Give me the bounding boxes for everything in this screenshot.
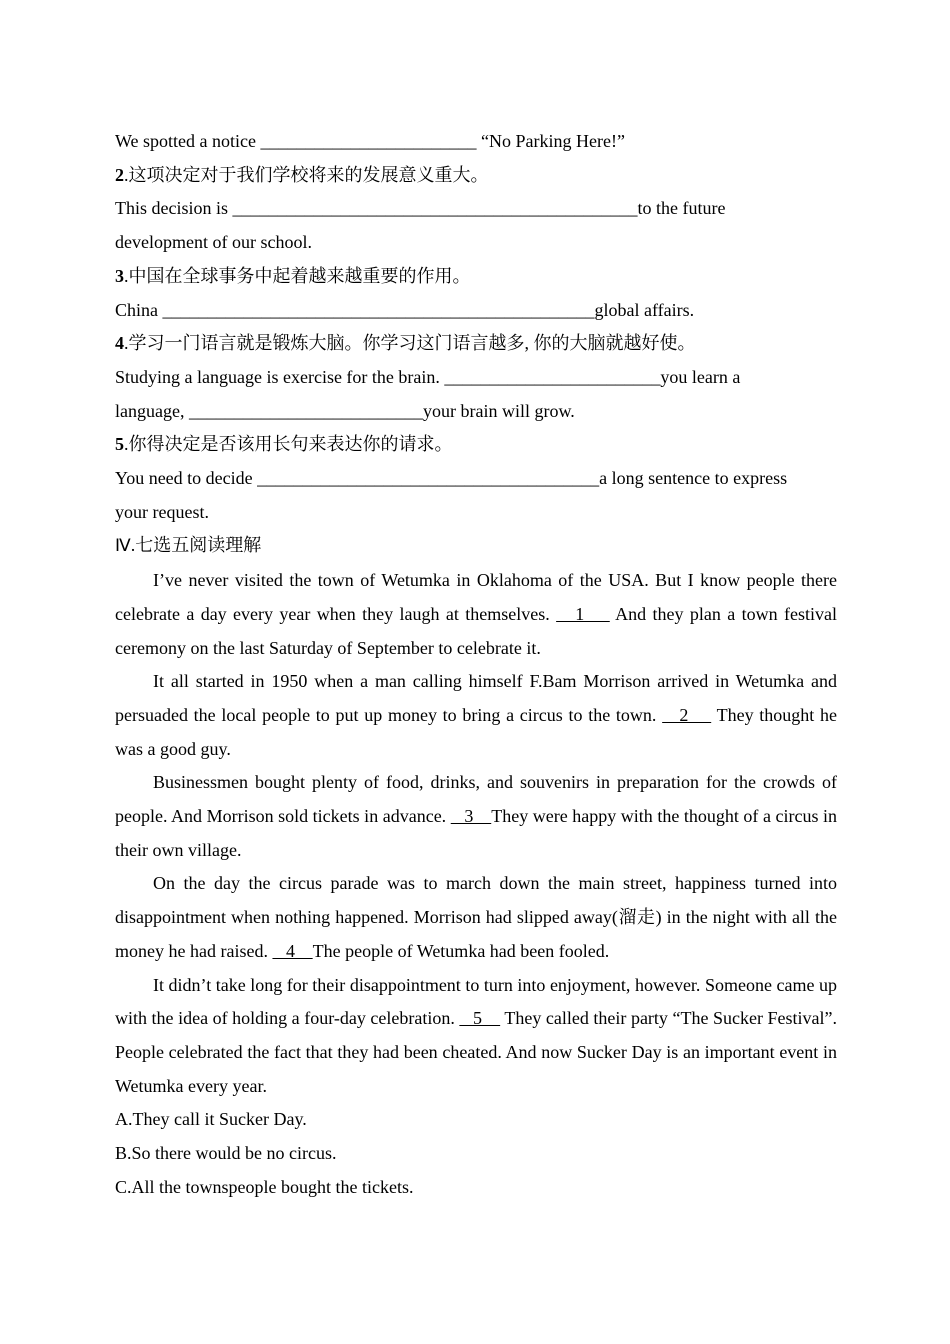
paragraph-1-text-a: I’ve never visited the town of Wetumka in Oklahoma of the USA. But I know people there celebrate a day every year when they laugh at themselves. (115, 570, 837, 624)
q2-number: 2 (115, 164, 124, 185)
q2-english-line-1: This decision is _____________________________________________to the future (115, 198, 726, 219)
blank-2: 2 (662, 704, 712, 725)
q2-chinese-text: .这项决定对于我们学校将来的发展意义重大。 (124, 164, 489, 185)
paragraph-3-text-a: Businessmen bought plenty of food, drinks, and souvenirs in preparation for the crowds of people. And Morrison sold tickets in advance. (115, 772, 837, 827)
q1-english-prefix: We spotted a notice ________________________ (115, 131, 482, 151)
paragraph-4-text-a: On the day the circus parade was to march down the main street, happiness turned into disappointment when nothing happened. Morrison had slipped away(溜走) in the night with all the money he had raised. (115, 873, 837, 961)
blank-1: 1 (556, 603, 610, 624)
paragraph-4-text-b: The people of Wetumka had been fooled. (312, 940, 610, 961)
blank-5: 5 (459, 1008, 501, 1029)
option-a: A.They call it Sucker Day. (115, 1109, 307, 1130)
q4-chinese-line (115, 327, 837, 361)
paragraph-2-text-b: They thought he was a good guy. (115, 704, 837, 759)
q1-english-suffix: “No Parking Here!” (481, 131, 625, 151)
paragraph-1-text-b: And they plan a town festival ceremony on the last Saturday of September to celebrate it. (115, 603, 837, 658)
q4-english-line-2: language, __________________________your brain will grow. (115, 400, 575, 421)
section-heading (115, 529, 837, 564)
paragraph-5-text-b: They called their party “The Sucker Festival”. People celebrated the fact that they had been cheated. And now Sucker Day is an important event in Wetumka every year. (115, 1008, 837, 1096)
blank-4: 4 (272, 940, 313, 961)
q4-number: 4 (115, 333, 124, 354)
document-page (115, 125, 837, 1205)
paragraph-5-text-a: It didn’t take long for their disappointment to turn into enjoyment, however. Someone came up with the idea of holding a four-day celebration. (115, 974, 837, 1029)
passage-paragraph-4 (115, 867, 837, 968)
q3-number: 3 (115, 265, 124, 286)
paragraph-2-text-a: It all started in 1950 when a man calling himself F.Bam Morrison arrived in Wetumka and persuaded the local people to put up money to bring a circus to the town. (115, 671, 837, 725)
passage-paragraph-5 (115, 969, 837, 1104)
passage-paragraph-3 (115, 766, 837, 867)
passage-paragraph-1 (115, 564, 837, 665)
option-c: C.All the townspeople bought the tickets. (115, 1176, 414, 1197)
paragraph-3-text-b: They were happy with the thought of a circus in their own village. (115, 806, 837, 860)
section-title: .七选五阅读理解 (130, 535, 262, 556)
q3-chinese-line (115, 260, 837, 294)
q5-chinese-text: .你得决定是否该用长句来表达你的请求。 (124, 434, 453, 455)
q3-chinese-text: .中国在全球事务中起着越来越重要的作用。 (124, 265, 471, 286)
q1-english-line (115, 125, 837, 159)
option-b: B.So there would be no circus. (115, 1143, 337, 1164)
passage-paragraph-2 (115, 665, 837, 766)
q3-english-line: China ________________________________________________global affairs. (115, 299, 695, 320)
section-roman-numeral: Ⅳ (115, 536, 131, 557)
q5-number: 5 (115, 434, 124, 455)
q5-english-line-2: your request. (115, 501, 209, 522)
q4-english-line-1: Studying a language is exercise for the brain. ________________________you learn a (115, 366, 741, 387)
q2-chinese-line (115, 159, 837, 193)
q2-english-line-2: development of our school. (115, 232, 312, 253)
q5-chinese-line (115, 428, 837, 462)
q4-chinese-text: .学习一门语言就是锻炼大脑。你学习这门语言越多, 你的大脑就越好使。 (124, 333, 696, 354)
blank-3: 3 (450, 806, 492, 827)
q5-english-line-1: You need to decide ______________________________________a long sentence to express (115, 468, 788, 489)
